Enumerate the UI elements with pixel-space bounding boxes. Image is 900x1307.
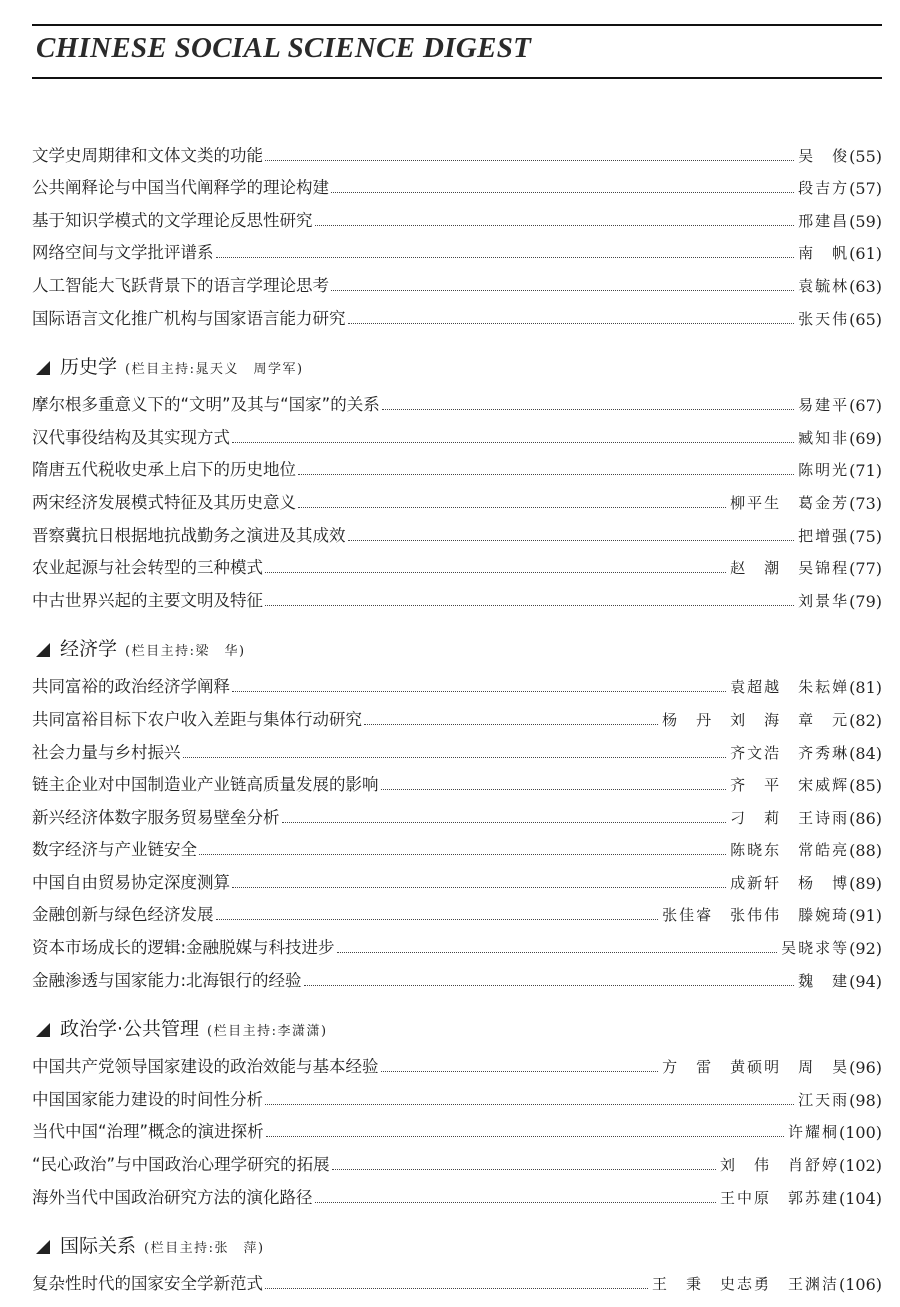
header-rule-top	[32, 24, 882, 26]
entry-page: (73)	[849, 493, 882, 513]
entry-page: (98)	[849, 1090, 882, 1110]
entry-authors: 方 雷 黄硕明 周 昊	[662, 1058, 850, 1077]
entry-page: (84)	[849, 743, 882, 763]
entry-title: 基于知识学模式的文学理论反思性研究	[32, 210, 313, 230]
dot-leader	[266, 1136, 784, 1137]
section-triangle-icon	[36, 361, 50, 375]
toc-entry[interactable]	[32, 1262, 882, 1295]
entry-authors: 魏 建	[798, 971, 850, 990]
entry-title: 链主企业对中国制造业产业链高质量发展的影响	[32, 775, 379, 795]
dot-leader	[337, 952, 778, 953]
entry-page: (102)	[838, 1156, 882, 1176]
entry-page: (75)	[849, 526, 882, 546]
entry-page: (71)	[849, 461, 882, 481]
dot-leader	[265, 160, 794, 161]
entry-title: 复杂性时代的国家安全学新范式	[32, 1274, 263, 1294]
section-name: 历史学	[60, 355, 118, 378]
toc-entry[interactable]	[32, 383, 882, 416]
entry-page: (79)	[849, 591, 882, 611]
section-triangle-icon	[36, 643, 50, 657]
toc-entry[interactable]	[32, 448, 882, 481]
toc-entry[interactable]	[32, 1110, 882, 1143]
table-of-contents	[32, 133, 882, 1294]
entry-authors: 杨 丹 刘 海 章 元	[662, 710, 850, 729]
dot-leader	[331, 290, 794, 291]
entry-authors: 臧知非	[798, 428, 850, 447]
dot-leader	[265, 1288, 648, 1289]
dot-leader	[348, 323, 795, 324]
entry-authors: 袁超越 朱耘婵	[730, 678, 850, 697]
entry-authors: 刁 莉 王诗雨	[730, 808, 850, 827]
entry-page: (100)	[838, 1123, 882, 1143]
entry-authors: 许耀桐	[787, 1123, 839, 1142]
entry-page: (69)	[849, 428, 882, 448]
toc-entry[interactable]	[32, 415, 882, 448]
toc-entry[interactable]	[32, 1175, 882, 1208]
entry-title: 中古世界兴起的主要文明及特征	[32, 590, 263, 610]
entry-authors: 王中原 郭苏建	[719, 1188, 839, 1207]
dot-leader	[232, 691, 726, 692]
entry-authors: 陈晓东 常皓亮	[730, 841, 850, 860]
entry-authors: 江天雨	[798, 1090, 850, 1109]
dot-leader	[183, 757, 727, 758]
toc-entry[interactable]	[32, 1077, 882, 1110]
entry-authors: 吴晓求等	[781, 939, 850, 958]
entry-title: 中国自由贸易协定深度测算	[32, 872, 230, 892]
section-triangle-icon	[36, 1023, 50, 1037]
entry-page: (85)	[849, 776, 882, 796]
entry-title: 晋察冀抗日根据地抗战勤务之演进及其成效	[32, 525, 346, 545]
entry-page: (63)	[849, 276, 882, 296]
section-name: 经济学	[60, 637, 118, 660]
entry-page: (57)	[849, 179, 882, 199]
dot-leader	[282, 822, 727, 823]
entry-title: 资本市场成长的逻辑:金融脱媒与科技进步	[32, 938, 335, 958]
entry-page: (81)	[849, 678, 882, 698]
entry-page: (82)	[849, 710, 882, 730]
entry-page: (91)	[849, 906, 882, 926]
dot-leader	[331, 192, 794, 193]
toc-entry[interactable]	[32, 133, 882, 166]
entry-title: 数字经济与产业链安全	[32, 840, 197, 860]
entry-page: (65)	[849, 309, 882, 329]
entry-authors: 易建平	[798, 396, 850, 415]
entry-title: 金融渗透与国家能力:北海银行的经验	[32, 970, 302, 990]
entry-title: 两宋经济发展模式特征及其历史意义	[32, 492, 296, 512]
dot-leader	[364, 724, 658, 725]
entry-page: (55)	[849, 146, 882, 166]
dot-leader	[381, 789, 727, 790]
section-header	[32, 611, 882, 665]
toc-entry[interactable]	[32, 795, 882, 828]
entry-authors: 把增强	[798, 526, 850, 545]
entry-authors: 张佳睿 张伟伟 滕婉琦	[662, 906, 850, 925]
entry-title: 公共阐释论与中国当代阐释学的理论构建	[32, 178, 329, 198]
dot-leader	[216, 257, 795, 258]
entry-page: (104)	[838, 1188, 882, 1208]
dot-leader	[265, 605, 794, 606]
toc-entry[interactable]	[32, 296, 882, 329]
entry-page: (67)	[849, 396, 882, 416]
entry-page: (61)	[849, 244, 882, 264]
entry-title: 农业起源与社会转型的三种模式	[32, 558, 263, 578]
entry-authors: 刘景华	[798, 591, 850, 610]
entry-title: 金融创新与绿色经济发展	[32, 905, 214, 925]
entry-page: (86)	[849, 808, 882, 828]
entry-title: 当代中国“治理”概念的演进探析	[32, 1122, 264, 1142]
dot-leader	[232, 887, 726, 888]
entry-title: 隋唐五代税收史承上启下的历史地位	[32, 460, 296, 480]
dot-leader	[381, 1071, 659, 1072]
entry-authors: 刘 伟 肖舒婷	[719, 1156, 839, 1175]
toc-entry[interactable]	[32, 578, 882, 611]
header-rule-bottom	[32, 77, 882, 79]
entry-authors: 陈明光	[798, 461, 850, 480]
entry-page: (106)	[838, 1275, 882, 1295]
entry-authors: 赵 潮 吴锦程	[730, 559, 850, 578]
entry-title: 文学史周期律和文体文类的功能	[32, 145, 263, 165]
entry-title: 摩尔根多重意义下的“文明”及其与“国家”的关系	[32, 395, 380, 415]
dot-leader	[216, 919, 659, 920]
dot-leader	[265, 572, 726, 573]
entry-title: 中国国家能力建设的时间性分析	[32, 1089, 263, 1109]
entry-authors: 段吉方	[798, 179, 850, 198]
toc-entry[interactable]	[32, 763, 882, 796]
entry-authors: 王 秉 史志勇 王渊洁	[651, 1275, 839, 1294]
entry-title: 国际语言文化推广机构与国家语言能力研究	[32, 308, 346, 328]
entry-title: 社会力量与乡村振兴	[32, 742, 181, 762]
entry-page: (77)	[849, 559, 882, 579]
toc-entry[interactable]	[32, 231, 882, 264]
entry-authors: 齐文浩 齐秀琳	[730, 743, 850, 762]
section-name: 政治学·公共管理	[60, 1017, 200, 1040]
section-triangle-icon	[36, 1240, 50, 1254]
section-host: (栏目主持:李潇潇)	[207, 1023, 328, 1039]
entry-title: 汉代事役结构及其实现方式	[32, 427, 230, 447]
section-name: 国际关系	[60, 1234, 137, 1257]
entry-title: 共同富裕的政治经济学阐释	[32, 677, 230, 697]
entry-page: (94)	[849, 971, 882, 991]
entry-authors: 张天伟	[798, 309, 850, 328]
entry-page: (92)	[849, 939, 882, 959]
entry-title: “民心政治”与中国政治心理学研究的拓展	[32, 1155, 330, 1175]
toc-entry[interactable]	[32, 166, 882, 199]
dot-leader	[348, 540, 795, 541]
section-header	[32, 329, 882, 383]
toc-entry[interactable]	[32, 958, 882, 991]
dot-leader	[382, 409, 794, 410]
dot-leader	[304, 985, 795, 986]
entry-page: (89)	[849, 873, 882, 893]
entry-page: (59)	[849, 211, 882, 231]
toc-entry[interactable]	[32, 513, 882, 546]
toc-entry[interactable]	[32, 263, 882, 296]
section-host: (栏目主持:晁天义 周学军)	[125, 361, 304, 377]
toc-entry[interactable]	[32, 828, 882, 861]
toc-entry[interactable]	[32, 697, 882, 730]
entry-title: 人工智能大飞跃背景下的语言学理论思考	[32, 275, 329, 295]
section-host: (栏目主持:张 萍)	[144, 1240, 265, 1256]
entry-authors: 柳平生 葛金芳	[730, 493, 850, 512]
dot-leader	[298, 507, 726, 508]
entry-authors: 成新轩 杨 博	[730, 873, 850, 892]
journal-title: CHINESE SOCIAL SCIENCE DIGEST	[36, 32, 532, 64]
toc-entry[interactable]	[32, 480, 882, 513]
section-header	[32, 991, 882, 1045]
toc-entry[interactable]	[32, 1142, 882, 1175]
dot-leader	[265, 1104, 794, 1105]
dot-leader	[298, 474, 794, 475]
toc-entry[interactable]	[32, 546, 882, 579]
toc-entry[interactable]	[32, 925, 882, 958]
entry-authors: 南 帆	[798, 244, 850, 263]
dot-leader	[332, 1169, 716, 1170]
dot-leader	[315, 225, 795, 226]
entry-title: 共同富裕目标下农户收入差距与集体行动研究	[32, 709, 362, 729]
toc-entry[interactable]	[32, 730, 882, 763]
entry-title: 新兴经济体数字服务贸易壁垒分析	[32, 807, 280, 827]
entry-title: 网络空间与文学批评谱系	[32, 243, 214, 263]
dot-leader	[199, 854, 726, 855]
section-header	[32, 1208, 882, 1262]
toc-entry[interactable]	[32, 1045, 882, 1078]
dot-leader	[232, 442, 794, 443]
dot-leader	[315, 1202, 716, 1203]
toc-entry[interactable]	[32, 665, 882, 698]
entry-authors: 邢建昌	[798, 211, 850, 230]
entry-authors: 齐 平 宋威辉	[730, 776, 850, 795]
entry-page: (96)	[849, 1058, 882, 1078]
entry-title: 中国共产党领导国家建设的政治效能与基本经验	[32, 1057, 379, 1077]
toc-entry[interactable]	[32, 893, 882, 926]
toc-entry[interactable]	[32, 198, 882, 231]
entry-page: (88)	[849, 841, 882, 861]
entry-title: 海外当代中国政治研究方法的演化路径	[32, 1187, 313, 1207]
toc-entry[interactable]	[32, 860, 882, 893]
entry-authors: 袁毓林	[798, 276, 850, 295]
entry-authors: 吴 俊	[798, 146, 850, 165]
section-host: (栏目主持:梁 华)	[125, 643, 246, 659]
